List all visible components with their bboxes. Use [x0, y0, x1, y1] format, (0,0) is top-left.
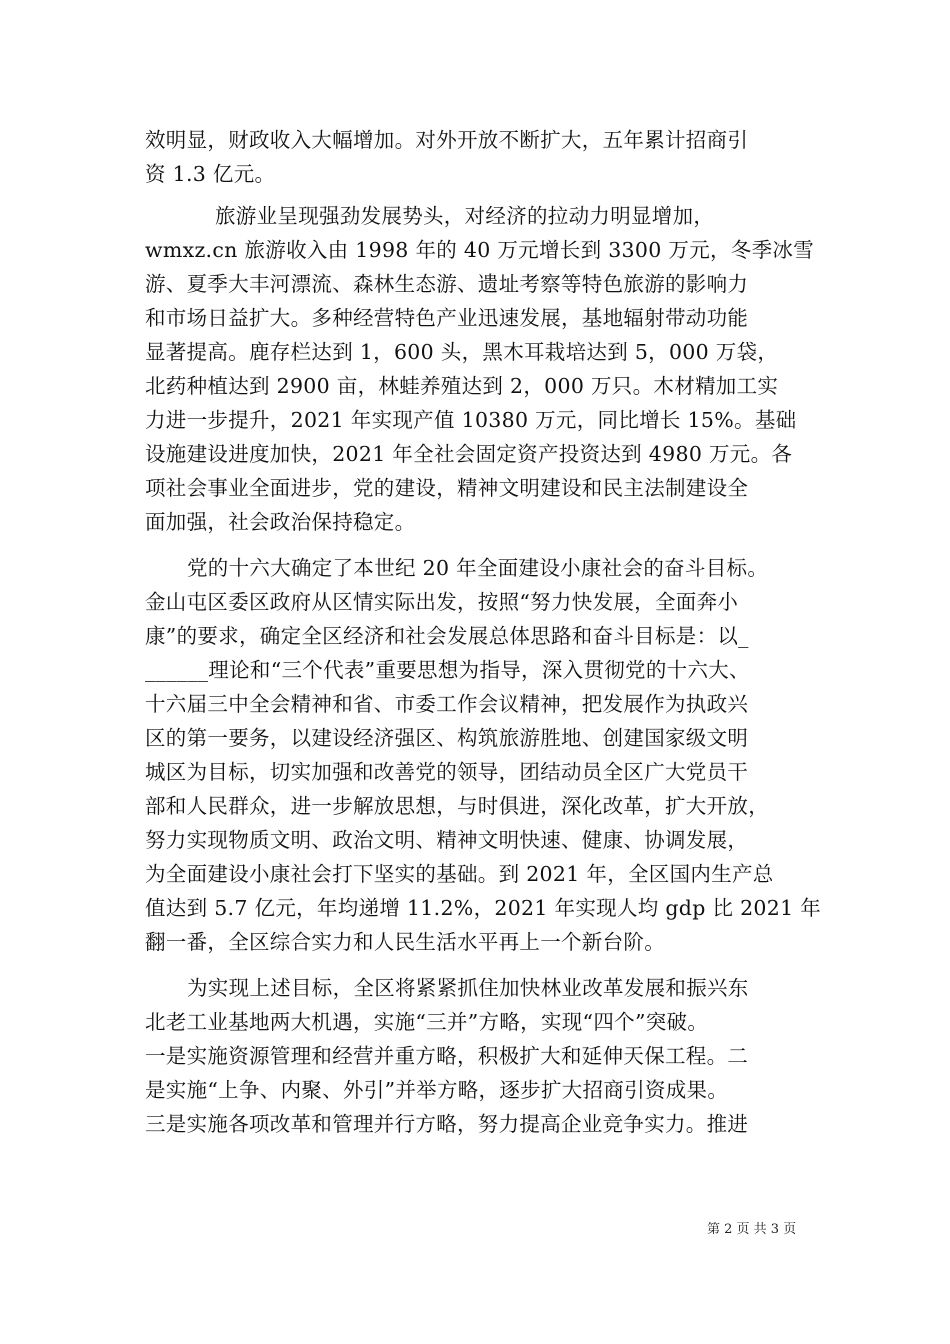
text-line: 和市场日益扩大。多种经营特色产业迅速发展，基地辐射带动功能	[145, 306, 749, 330]
text-line: 设施建设进度加快，2021 年全社会固定资产投资达到 4980 万元。各	[145, 442, 793, 466]
text-line: 一是实施资源管理和经营并重方略，积极扩大和延伸天保工程。二	[145, 1044, 749, 1068]
text-line: 效明显，财政收入大幅增加。对外开放不断扩大，五年累计招商引	[145, 128, 749, 152]
text-line: 十六届三中全会精神和省、市委工作会议精神，把发展作为执政兴	[145, 692, 749, 716]
text-line: 游、夏季大丰河漂流、森林生态游、遗址考察等特色旅游的影响力	[145, 272, 749, 296]
text-line: 值达到 5.7 亿元，年均递增 11.2%，2021 年实现人均 gdp 比 2021 年	[145, 896, 822, 920]
text-line: 为全面建设小康社会打下坚实的基础。到 2021 年，全区国内生产总	[145, 862, 774, 886]
text-line: 为实现上述目标，全区将紧紧抓住加快林业改革发展和振兴东	[187, 976, 749, 1000]
text-line: 旅游业呈现强劲发展势头，对经济的拉动力明显增加，	[215, 204, 715, 228]
text-line: 党的十六大确定了本世纪 20 年全面建设小康社会的奋斗目标。	[187, 556, 769, 580]
text-line: 面加强，社会政治保持稳定。	[145, 510, 416, 534]
text-line: 努力实现物质文明、政治文明、精神文明快速、健康、协调发展，	[145, 828, 749, 852]
text-line: 康”的要求，确定全区经济和社会发展总体思路和奋斗目标是：以_	[145, 624, 749, 648]
text-line: 金山屯区委区政府从区情实际出发，按照“努力快发展，全面奔小	[145, 590, 739, 614]
text-line: 三是实施各项改革和管理并行方略，努力提高企业竞争实力。推进	[145, 1112, 749, 1136]
text-line: 资 1.3 亿元。	[145, 162, 276, 186]
text-line: wmxz.cn 旅游收入由 1998 年的 40 万元增长到 3300 万元，冬季冰雪	[145, 238, 814, 262]
text-line: 北药种植达到 2900 亩，林蛙养殖达到 2，000 万只。木材精加工实	[145, 374, 779, 398]
text-line: 城区为目标，切实加强和改善党的领导，团结动员全区广大党员干	[145, 760, 749, 784]
text-line: 是实施“上争、内聚、外引”并举方略，逐步扩大招商引资成果。	[145, 1078, 729, 1102]
text-line: 区的第一要务，以建设经济强区、构筑旅游胜地、创建国家级文明	[145, 726, 749, 750]
text-line: 项社会事业全面进步，党的建设，精神文明建设和民主法制建设全	[145, 476, 749, 500]
text-line: 北老工业基地两大机遇，实施“三并”方略，实现“四个”突破。	[145, 1010, 709, 1034]
text-line: 显著提高。鹿存栏达到 1，600 头，黑木耳栽培达到 5，000 万袋，	[145, 340, 779, 364]
text-line: 力进一步提升，2021 年实现产值 10380 万元，同比增长 15%。基础	[145, 408, 797, 432]
text-line: 部和人民群众，进一步解放思想，与时俱进，深化改革，扩大开放，	[145, 794, 769, 818]
text-line: ______理论和“三个代表”重要思想为指导，深入贯彻党的十六大、	[145, 658, 750, 682]
page-number: 第 2 页 共 3 页	[707, 1222, 797, 1237]
text-line: 翻一番，全区综合实力和人民生活水平再上一个新台阶。	[145, 930, 665, 954]
